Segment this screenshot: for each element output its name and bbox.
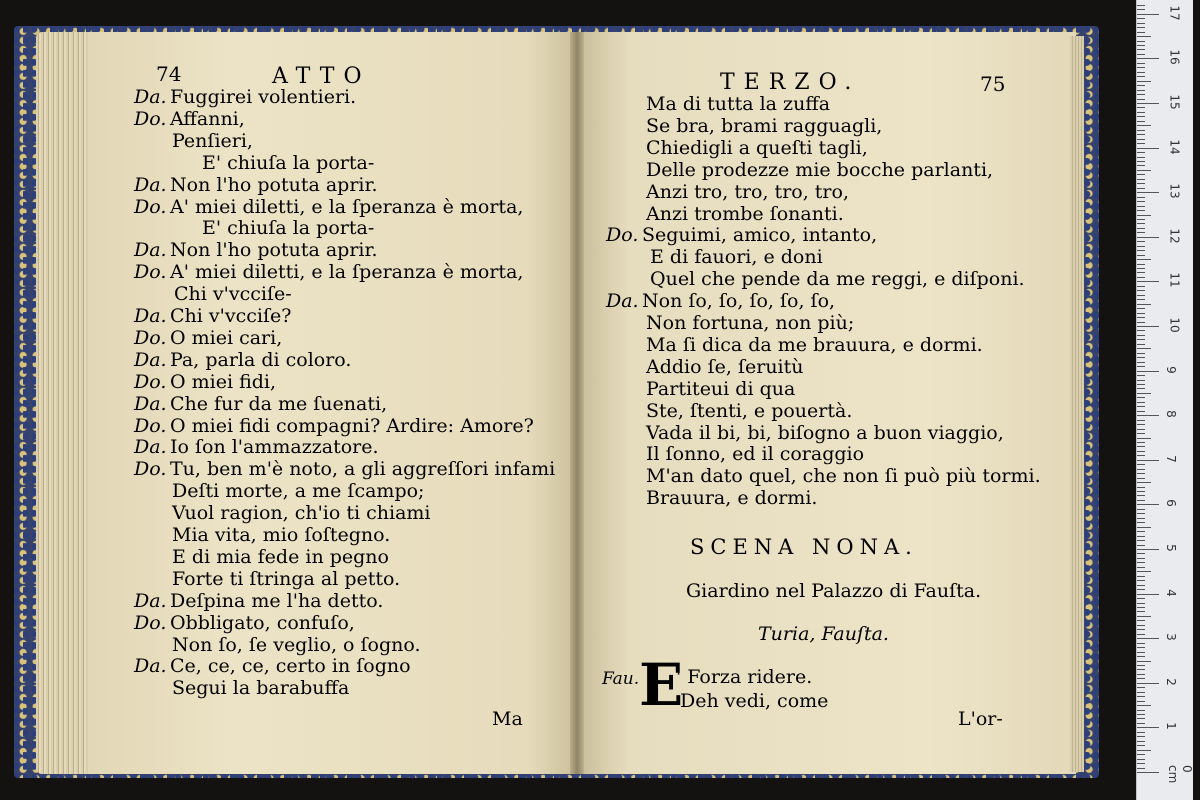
ruler-tick: [1137, 85, 1145, 86]
ruler-tick: [1137, 669, 1145, 670]
speaker-label: Da.: [134, 305, 167, 327]
ruler-tick: [1137, 58, 1159, 59]
ruler-tick: [1137, 94, 1145, 95]
speaker-label: Do.: [134, 326, 167, 349]
ruler-tick: [1137, 603, 1145, 604]
ruler-tick: [1137, 76, 1145, 77]
ruler-tick: [1137, 536, 1145, 537]
ruler-tick: [1137, 482, 1151, 483]
verse-line: Ma di tutta la zuffa: [646, 93, 831, 115]
ruler-tick: [1137, 81, 1151, 82]
verse-line: O miei cari,: [170, 326, 283, 349]
ruler-tick: [1137, 250, 1145, 251]
verse-line: E di fauori, e doni: [650, 246, 823, 269]
ruler-tick: [1137, 299, 1145, 300]
speaker-label: Da.: [134, 239, 167, 262]
ruler-tick: [1137, 157, 1145, 158]
right-catchword: L'or-: [958, 708, 1003, 730]
ruler-tick: [1137, 692, 1145, 693]
ruler-label: 15: [1167, 94, 1182, 110]
ruler-tick: [1137, 478, 1145, 479]
speaker-label: Da.: [134, 348, 167, 371]
verse-line: Seguimi, amico, intanto,: [642, 224, 878, 247]
ruler-tick: [1137, 286, 1145, 287]
ruler-tick: [1137, 647, 1145, 648]
ruler-tick: [1137, 255, 1145, 256]
ruler-tick: [1137, 433, 1145, 434]
ruler-tick: [1137, 759, 1145, 760]
verse-line: Obbligato, confuſo,: [170, 611, 355, 634]
ruler-tick: [1137, 687, 1145, 688]
ruler-tick: [1137, 513, 1145, 514]
right-page-number: 75: [980, 72, 1006, 96]
book-gutter: [570, 32, 584, 774]
ruler-tick: [1137, 295, 1145, 296]
ruler-tick: [1137, 322, 1145, 323]
ruler-tick: [1137, 469, 1145, 470]
speech-line-2: Deh vedi, come: [680, 690, 829, 712]
ruler-tick: [1137, 594, 1159, 595]
ruler-tick: [1137, 589, 1145, 590]
ruler-tick: [1137, 553, 1145, 554]
verse-line: Vada il bi, bi, biſogno a buon viaggio,: [646, 421, 1004, 444]
verse-line: Ste, ſtenti, e pouertà.: [646, 399, 853, 422]
ruler-tick: [1137, 179, 1145, 180]
ruler-tick: [1137, 620, 1145, 621]
ruler-tick: [1137, 241, 1145, 242]
ruler-tick: [1137, 18, 1145, 19]
ruler-tick: [1137, 736, 1145, 737]
ruler-tick: [1137, 259, 1151, 260]
ruler-tick: [1137, 714, 1145, 715]
ruler-tick: [1137, 54, 1145, 55]
verse-line: Partiteui di qua: [646, 377, 796, 400]
ruler-tick: [1137, 558, 1145, 559]
speaker-label: Do.: [134, 107, 167, 130]
ruler-tick: [1137, 272, 1145, 273]
ruler-tick: [1137, 281, 1159, 282]
ruler-tick: [1137, 107, 1145, 108]
ruler-label: 3: [1163, 633, 1178, 642]
speaker-label: Da.: [134, 392, 167, 415]
verse-line: Chi v'vcciſe?: [170, 305, 292, 327]
ruler-tick: [1137, 438, 1151, 439]
ruler-tick: [1137, 473, 1145, 474]
verse-line: Anzi tro, tro, tro, tro,: [646, 180, 849, 203]
ruler-tick: [1137, 661, 1151, 662]
ruler-tick: [1137, 330, 1145, 331]
verse-line: Anzi trombe ſonanti.: [646, 202, 844, 225]
right-running-head: TERZO.: [720, 70, 861, 95]
ruler-tick: [1137, 313, 1145, 314]
verse-line: Il ſonno, ed il coraggio: [646, 443, 865, 466]
ruler-tick: [1137, 741, 1145, 742]
speaker-label: Do.: [134, 458, 167, 481]
ruler-tick: [1137, 446, 1145, 447]
ruler-tick: [1137, 705, 1151, 706]
ruler-tick: [1137, 772, 1159, 773]
speaker-label: Do.: [134, 611, 167, 634]
speaker-label: Do.: [134, 261, 167, 284]
ruler-tick: [1137, 402, 1145, 403]
verse-line: Addio ſe, ſeruitù: [646, 355, 804, 378]
verse-line: Non ſo, ſo, ſo, ſo, ſo,: [642, 290, 836, 313]
ruler-tick: [1137, 451, 1145, 452]
verse-line: Se bra, brami ragguagli,: [646, 114, 883, 137]
ruler-tick: [1137, 652, 1145, 653]
ruler-tick: [1137, 112, 1145, 113]
ruler-tick: [1137, 531, 1145, 532]
ruler-tick: [1137, 460, 1159, 461]
ruler-tick: [1137, 326, 1159, 327]
ruler-tick: [1137, 455, 1145, 456]
ruler-tick: [1137, 732, 1145, 733]
ruler-tick: [1137, 14, 1159, 15]
ruler-tick: [1137, 223, 1145, 224]
verse-line: Io ſon l'ammazzatore.: [170, 436, 379, 459]
verse-line: Delle prodezze mie bocche parlanti,: [646, 158, 994, 181]
ruler-tick: [1137, 188, 1145, 189]
verse-line: Non l'ho potuta aprir.: [170, 173, 378, 196]
ruler-tick: [1137, 103, 1159, 104]
ruler-tick: [1137, 192, 1159, 193]
ruler-tick: [1137, 264, 1145, 265]
verse-line: Ce, ce, ce, certo in ſogno: [170, 655, 411, 678]
ruler-tick: [1137, 634, 1145, 635]
ruler-tick: [1137, 571, 1151, 572]
ruler-tick: [1137, 170, 1151, 171]
ruler-tick: [1137, 625, 1145, 626]
page-edges-right: [1070, 36, 1084, 772]
ruler-tick: [1137, 277, 1145, 278]
ruler-tick: [1137, 219, 1145, 220]
measurement-ruler: [1136, 0, 1193, 800]
verse-line: A' miei diletti, e la ſperanza è morta,: [170, 261, 524, 284]
verse-line: Penſieri,: [172, 129, 253, 152]
ruler-tick: [1137, 121, 1145, 122]
ruler-tick: [1137, 629, 1145, 630]
ruler-tick: [1137, 380, 1145, 381]
ruler-tick: [1137, 674, 1145, 675]
ruler-tick: [1137, 718, 1145, 719]
verse-line: Forte ti ſtringa al petto.: [172, 567, 401, 590]
ruler-tick: [1137, 678, 1145, 679]
ruler-tick: [1137, 152, 1145, 153]
verse-line: Tu, ben m'è noto, a gli aggreſſori infami: [170, 458, 556, 481]
left-page-number: 74: [156, 62, 182, 86]
ruler-tick: [1137, 415, 1159, 416]
ruler-tick: [1137, 763, 1145, 764]
scene-characters: Turia, Fauſta.: [758, 623, 889, 645]
ruler-tick: [1137, 237, 1159, 238]
ruler-tick: [1137, 210, 1145, 211]
ruler-tick: [1137, 580, 1145, 581]
ruler-tick: [1137, 246, 1145, 247]
ruler-tick: [1137, 339, 1145, 340]
ruler-label: 13: [1167, 183, 1182, 199]
ruler-tick: [1137, 607, 1145, 608]
ruler-tick: [1137, 9, 1145, 10]
ruler-tick: [1137, 420, 1145, 421]
ruler-label: 14: [1167, 138, 1182, 155]
verse-line: Fuggirei volentieri.: [170, 86, 357, 108]
ruler-tick: [1137, 754, 1145, 755]
ruler-tick: [1137, 562, 1145, 563]
verse-line: Mia vita, mio ſoſtegno.: [172, 524, 391, 546]
ruler-tick: [1137, 5, 1145, 6]
ruler-tick: [1137, 567, 1145, 568]
ruler-tick: [1137, 522, 1145, 523]
verse-line: Chiedigli a queſti tagli,: [646, 136, 868, 159]
speech-line-1: ' Forza ridere.: [676, 666, 813, 688]
ruler-label: 6: [1163, 499, 1178, 508]
ruler-tick: [1137, 598, 1145, 599]
ruler-tick: [1137, 750, 1151, 751]
verse-line: Ma ſi dica da me brauura, e dormi.: [646, 333, 983, 356]
speaker-label: Da.: [134, 655, 167, 678]
ruler-label: 5: [1163, 544, 1178, 552]
left-catchword: Ma: [492, 708, 523, 730]
speaker-label: Do.: [134, 370, 167, 393]
ruler-label: 8: [1163, 410, 1178, 419]
speaker-label: Do.: [134, 414, 167, 437]
ruler-label: 10: [1167, 317, 1182, 333]
ruler-tick: [1137, 45, 1145, 46]
ruler-tick: [1137, 464, 1145, 465]
verse-line: Quel che pende da me reggi, e diſponi.: [650, 268, 1025, 291]
ruler-tick: [1137, 366, 1145, 367]
speaker-label: Do.: [606, 224, 639, 247]
verse-line: O miei fidi,: [170, 370, 277, 393]
ruler-tick: [1137, 206, 1145, 207]
verse-line: E di mia fede in pegno: [172, 545, 389, 568]
ruler-tick: [1137, 500, 1145, 501]
ruler-tick: [1137, 549, 1159, 550]
ruler-tick: [1137, 585, 1145, 586]
ruler-tick: [1137, 143, 1145, 144]
ruler-tick: [1137, 527, 1151, 528]
ruler-tick: [1137, 504, 1159, 505]
ruler-tick: [1137, 353, 1145, 354]
ruler-tick: [1137, 174, 1145, 175]
speaker-label: Da.: [134, 86, 167, 108]
ruler-tick: [1137, 723, 1145, 724]
ruler-tick: [1137, 643, 1145, 644]
ruler-tick: [1137, 384, 1145, 385]
ruler-tick: [1137, 304, 1151, 305]
scene-setting: Giardino nel Palazzo di Fauſta.: [686, 580, 982, 602]
ruler-tick: [1137, 545, 1145, 546]
ruler-tick: [1137, 424, 1145, 425]
verse-line: Affanni,: [170, 107, 245, 130]
ruler-tick: [1137, 125, 1151, 126]
ruler-label: 16: [1167, 49, 1182, 66]
ruler-label: 4: [1163, 588, 1178, 597]
ruler-tick: [1137, 683, 1159, 684]
ruler-tick: [1137, 99, 1145, 100]
ruler-tick: [1137, 344, 1145, 345]
ruler-tick: [1137, 130, 1145, 131]
ruler-tick: [1137, 388, 1145, 389]
ruler-tick: [1137, 696, 1145, 697]
speaker-label: Da.: [134, 436, 167, 459]
ruler-tick: [1137, 656, 1145, 657]
verse-line: Deſpina me l'ha detto.: [170, 589, 384, 612]
ruler-tick: [1137, 183, 1145, 184]
ruler-tick: [1137, 710, 1145, 711]
ruler-tick: [1137, 41, 1145, 42]
ruler-tick: [1137, 611, 1145, 612]
verse-line: Non l'ho potuta aprir.: [170, 239, 378, 262]
ruler-tick: [1137, 197, 1145, 198]
ruler-label: 9: [1163, 365, 1178, 374]
verse-line: Non fortuna, non più;: [646, 312, 855, 334]
ruler-tick: [1137, 701, 1145, 702]
ruler-label: 12: [1167, 228, 1182, 244]
ruler-tick: [1137, 32, 1145, 33]
ruler-tick: [1137, 371, 1159, 372]
ruler-tick: [1137, 36, 1151, 37]
verse-line: Segui la barabuffa: [172, 677, 350, 700]
verse-line: Chi v'vcciſe-: [174, 283, 292, 306]
verse-line: A' miei diletti, e la ſperanza è morta,: [170, 195, 524, 218]
verse-line: Non ſo, ſe veglio, o ſogno.: [172, 633, 421, 656]
left-running-head: ATTO: [272, 64, 371, 89]
ruler-tick: [1137, 116, 1145, 117]
ruler-tick: [1137, 67, 1145, 68]
speaker-label: Da.: [134, 173, 167, 196]
ruler-tick: [1137, 228, 1145, 229]
verse-line: Che fur da me ſuenati,: [170, 392, 388, 415]
ruler-tick: [1137, 357, 1145, 358]
ruler-tick: [1137, 491, 1145, 492]
speaker-label: Da.: [134, 589, 167, 612]
ruler-tick: [1137, 27, 1145, 28]
ruler-tick: [1137, 63, 1145, 64]
verse-line: M'an dato quel, che non ſi può più tormi.: [646, 465, 1041, 488]
verse-line: Vuol ragion, ch'io ti chiami: [172, 502, 431, 525]
ruler-tick: [1137, 232, 1145, 233]
scene-heading: SCENA NONA.: [690, 535, 918, 559]
ruler-tick: [1137, 317, 1145, 318]
ruler-label: 1: [1163, 722, 1178, 731]
ruler-tick: [1137, 727, 1159, 728]
speech-speaker: Fau.: [602, 669, 640, 689]
ruler-tick: [1137, 576, 1145, 577]
ruler-tick: [1137, 268, 1145, 269]
page-edges-left: [36, 32, 94, 774]
ruler-tick: [1137, 348, 1151, 349]
verse-line: E' chiuſa la porta-: [202, 217, 375, 240]
ruler-tick: [1137, 509, 1145, 510]
ruler-tick: [1137, 768, 1145, 769]
ruler-tick: [1137, 616, 1151, 617]
ruler-tick: [1137, 215, 1151, 216]
verse-line: Brauura, e dormi.: [646, 487, 818, 510]
ruler-tick: [1137, 518, 1145, 519]
verse-line: E' chiuſa la porta-: [202, 151, 375, 174]
ruler-tick: [1137, 411, 1145, 412]
ruler-tick: [1137, 406, 1145, 407]
ruler-tick: [1137, 393, 1151, 394]
ruler-tick: [1137, 23, 1145, 24]
ruler-tick: [1137, 308, 1145, 309]
ruler-tick: [1137, 429, 1145, 430]
ruler-tick: [1137, 362, 1145, 363]
verse-line: Pa, parla di coloro.: [170, 348, 352, 371]
ruler-tick: [1137, 134, 1145, 135]
ruler-tick: [1137, 375, 1145, 376]
ruler-tick: [1137, 442, 1145, 443]
ruler-tick: [1137, 139, 1145, 140]
ruler-tick: [1137, 745, 1145, 746]
ruler-label: 2: [1163, 677, 1178, 686]
speaker-label: Da.: [606, 290, 639, 313]
ruler-tick: [1137, 638, 1159, 639]
ruler-tick: [1137, 90, 1145, 91]
ruler-tick: [1137, 49, 1145, 50]
ruler-tick: [1137, 495, 1145, 496]
ruler-tick: [1137, 72, 1145, 73]
ruler-tick: [1137, 487, 1145, 488]
ruler-label: 0 cm: [1166, 765, 1194, 784]
drop-cap: E: [639, 651, 684, 719]
ruler-tick: [1137, 397, 1145, 398]
ruler-tick: [1137, 161, 1145, 162]
ruler-label: 11: [1167, 272, 1182, 289]
ruler-tick: [1137, 165, 1145, 166]
ruler-tick: [1137, 665, 1145, 666]
speaker-label: Do.: [134, 195, 167, 218]
ruler-tick: [1137, 540, 1145, 541]
ruler-tick: [1137, 201, 1145, 202]
ruler-label: 7: [1163, 454, 1178, 463]
ruler-label: 17: [1167, 5, 1182, 21]
verse-line: O miei fidi compagni? Ardire: Amore?: [170, 414, 534, 437]
ruler-tick: [1137, 148, 1159, 149]
ruler-tick: [1137, 290, 1145, 291]
ruler-tick: [1137, 335, 1145, 336]
verse-line: Deſti morte, a me ſcampo;: [172, 480, 425, 503]
